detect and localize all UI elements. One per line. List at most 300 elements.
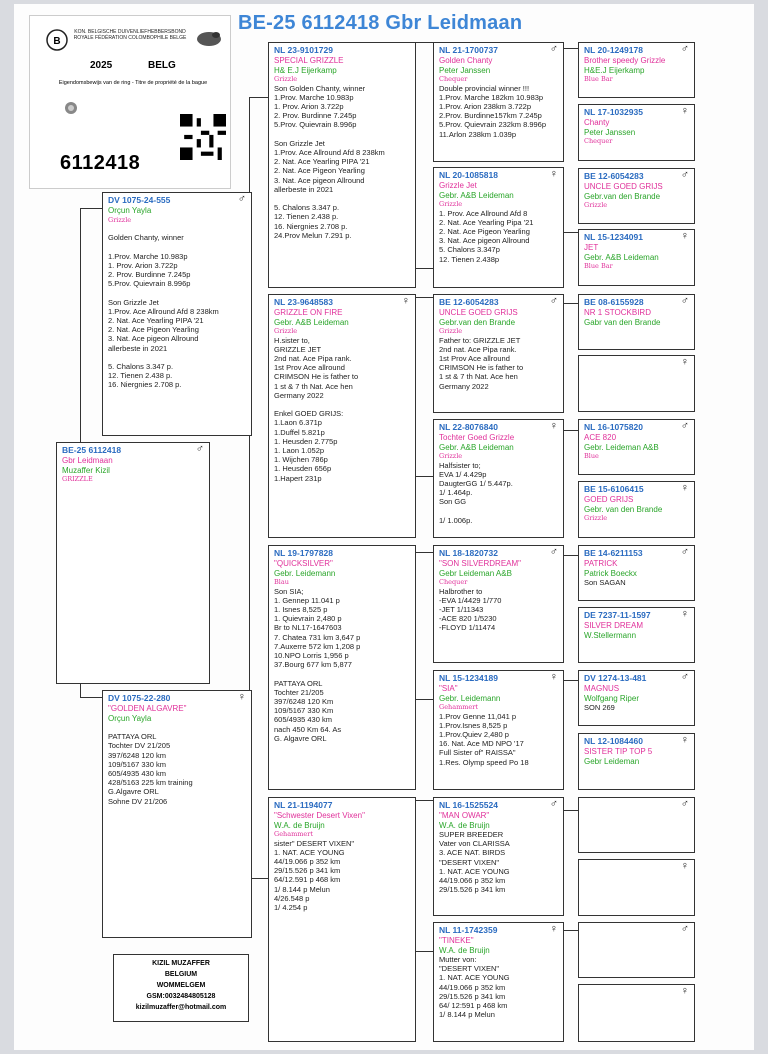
detail-line: Br to NL17-1647603 bbox=[274, 623, 342, 633]
detail-line: Halbrother to bbox=[439, 586, 483, 596]
sex-symbol: ♂ bbox=[237, 193, 246, 205]
owner-name: Patrick Boeckx bbox=[584, 568, 637, 578]
connector bbox=[415, 951, 433, 952]
detail-line: 12. Tienen 2.438p bbox=[439, 254, 500, 264]
detail-line: 1.Res. Olymp speed Po 18 bbox=[439, 757, 529, 767]
color-label: Blue Bar bbox=[584, 262, 613, 270]
detail-line bbox=[108, 723, 246, 732]
ring-number: NL 21-1700737 bbox=[439, 45, 498, 55]
card-header-2: ROYALE FÉDÉRATION COLOMBOPHILE BELGE bbox=[73, 35, 187, 41]
detail-line: 1. NAT. ACE YOUNG bbox=[274, 847, 345, 857]
owner-name: Gebr. Leidemann bbox=[274, 568, 336, 578]
pigeon-name: "Schwester Desert Vixen" bbox=[274, 811, 365, 820]
detail-line: 2. Nat. Ace Yearling PIPA '21 bbox=[108, 316, 204, 326]
detail-line: 1.Prov. Arion 238km 3.722p bbox=[439, 101, 531, 111]
sex-symbol: ♂ bbox=[549, 43, 558, 55]
great-grandparent-2-box[interactable] bbox=[578, 104, 695, 161]
pigeon-details bbox=[434, 56, 563, 139]
svg-text:B: B bbox=[53, 36, 61, 47]
belgium-logo-icon bbox=[44, 26, 70, 56]
detail-line: Son GG bbox=[439, 497, 467, 507]
connector bbox=[415, 699, 433, 700]
pigeon-name: Gbr Leidmaan bbox=[62, 456, 113, 465]
detail-line: 12. Tienen 2.438 p. bbox=[274, 212, 339, 222]
detail-line: Son SIA; bbox=[274, 586, 304, 596]
detail-line: "DESERT VIXEN" bbox=[439, 964, 500, 974]
detail-line: Double provincial winner !!! bbox=[439, 83, 530, 93]
pigeon-name: SISTER TIP TOP 5 bbox=[584, 747, 653, 756]
dam-box[interactable] bbox=[102, 690, 252, 938]
connector bbox=[564, 48, 578, 49]
detail-line: Germany 2022 bbox=[274, 390, 324, 400]
ring-number: NL 16-1525524 bbox=[439, 800, 498, 810]
great-grandparent-3-box[interactable] bbox=[578, 168, 695, 224]
owner-name: Gabr van den Brande bbox=[584, 317, 661, 327]
detail-line: 605/4935 430 km bbox=[274, 715, 332, 725]
pigeon-details bbox=[57, 456, 209, 484]
sire-sire-sire-box[interactable] bbox=[433, 42, 564, 162]
great-grandparent-11-box[interactable] bbox=[578, 670, 695, 726]
great-grandparent-14-box[interactable] bbox=[578, 859, 695, 916]
detail-line: 3. Nat. Ace pigeon Allround bbox=[439, 236, 530, 246]
detail-line: 2.Prov. Burdinne157km 7.245p bbox=[439, 111, 542, 121]
detail-line: 397/6248 120 km bbox=[108, 750, 166, 760]
great-grandparent-8-box[interactable] bbox=[578, 481, 695, 538]
dam-sire-sire-box[interactable] bbox=[433, 545, 564, 663]
detail-line: allerbeste in 2021 bbox=[108, 343, 168, 353]
great-grandparent-9-box[interactable] bbox=[578, 545, 695, 601]
detail-line: 1.Prov.Quiev 2,480 p bbox=[439, 729, 509, 739]
detail-line: 44/19.066 p 352 km bbox=[274, 856, 341, 866]
sire-dam-sire-box[interactable] bbox=[433, 294, 564, 413]
pigeon-details bbox=[434, 308, 563, 391]
detail-line: 44/19.066 p 352 km bbox=[439, 982, 506, 992]
dam-dam-sire-box[interactable] bbox=[433, 797, 564, 916]
owner-name: Gebr.van den Brande bbox=[584, 191, 661, 201]
detail-line bbox=[439, 507, 558, 516]
contact-phone: GSM:0032484805128 bbox=[146, 993, 216, 1000]
pigeon-details bbox=[269, 56, 415, 240]
pigeon-name: Golden Chanty bbox=[439, 56, 493, 65]
detail-line bbox=[274, 130, 410, 139]
detail-line: 1.Duffel 5.821p bbox=[274, 427, 325, 437]
sex-symbol: ♂ bbox=[549, 798, 558, 810]
detail-line: 1/ 8.144 p Melun bbox=[274, 884, 330, 894]
ring-number: BE 14-6211153 bbox=[584, 548, 643, 558]
great-grandparent-13-box[interactable] bbox=[578, 797, 695, 853]
detail-line: 16. Niergnies 2.708 p. bbox=[274, 221, 348, 231]
detail-line: 16. Nat. Ace MD NPO '17 bbox=[439, 739, 524, 749]
detail-line: 5.Prov. Quievrain 232km 8.996p bbox=[439, 120, 547, 130]
connector bbox=[564, 810, 578, 811]
owner-name: W.A. de Bruijn bbox=[439, 820, 490, 830]
ring-number: NL 23-9648583 bbox=[274, 297, 333, 307]
pigeon-name: JET bbox=[584, 243, 599, 252]
pigeon-details bbox=[579, 308, 694, 327]
detail-line: G.Algavre ORL bbox=[108, 787, 159, 797]
sex-symbol: ♂ bbox=[680, 923, 689, 935]
detail-line: 1/ 8.144 p Melun bbox=[439, 1010, 495, 1020]
great-grandparent-6-box[interactable] bbox=[578, 355, 695, 412]
pigeon-logo-icon bbox=[194, 28, 224, 50]
ring-number: NL 16-1075820 bbox=[584, 422, 643, 432]
pedigree-title: BE-25 6112418 Gbr Leidmaan bbox=[238, 12, 523, 34]
color-label: Blue bbox=[584, 452, 599, 460]
sex-symbol: ♀ bbox=[680, 105, 689, 117]
sex-symbol: ♀ bbox=[680, 482, 689, 494]
detail-line: -FLOYD 1/11474 bbox=[439, 623, 496, 633]
dam-sire-box[interactable] bbox=[268, 545, 416, 790]
detail-line: allerbeste in 2021 bbox=[274, 184, 334, 194]
color-label: Grizzle bbox=[439, 327, 463, 335]
card-country: BELG bbox=[148, 60, 176, 71]
ring-ownership-card bbox=[29, 15, 231, 189]
detail-line: 29/15.526 p 341 km bbox=[439, 885, 506, 895]
detail-line: 5.Prov. Quievrain 8.996p bbox=[274, 120, 357, 130]
detail-line: Father to: GRIZZLE JET bbox=[439, 335, 521, 345]
pigeon-details bbox=[434, 936, 563, 1019]
owner-name: Wolfgang Riper bbox=[584, 693, 639, 703]
pigeon-details bbox=[579, 56, 694, 84]
ring-number: DE 7237-11-1597 bbox=[584, 610, 651, 620]
ring-number: DV 1274-13-481 bbox=[584, 673, 647, 683]
detail-line: 1.Prov. Marche 10.983p bbox=[274, 92, 354, 102]
detail-line: 1.Hapert 231p bbox=[274, 473, 322, 483]
color-label: Grizzle bbox=[584, 201, 608, 209]
connector bbox=[415, 800, 433, 801]
pigeon-details bbox=[579, 621, 694, 640]
detail-line: 1.Prov. Ace Allround Afd 8 238km bbox=[108, 306, 219, 316]
connector bbox=[564, 232, 578, 233]
pigeon-name: UNCLE GOED GRIJS bbox=[439, 308, 518, 317]
great-grandparent-12-box[interactable] bbox=[578, 733, 695, 790]
ring-number: NL 18-1820732 bbox=[439, 548, 498, 558]
qr-code-icon bbox=[180, 114, 226, 160]
ring-number: BE 12-6054283 bbox=[439, 297, 499, 307]
detail-line: PATTAYA ORL bbox=[274, 678, 323, 688]
contact-city: WOMMELGEM bbox=[156, 982, 206, 989]
owner-name: Gebr. Leideman A&B bbox=[584, 442, 659, 452]
connector bbox=[415, 552, 433, 553]
detail-line: 1. NAT. ACE YOUNG bbox=[439, 973, 510, 983]
pigeon-details bbox=[579, 747, 694, 766]
ring-number: BE 12-6054283 bbox=[584, 171, 644, 181]
pigeon-name: "SIA" bbox=[439, 684, 458, 693]
detail-line: "DESERT VIXEN" bbox=[439, 857, 500, 867]
detail-line: Golden Chanty, winner bbox=[108, 233, 184, 243]
ring-number: DV 1075-24-555 bbox=[108, 195, 171, 205]
ring-number: DV 1075-22-280 bbox=[108, 693, 171, 703]
detail-line: Son SAGAN bbox=[584, 578, 626, 587]
detail-line bbox=[274, 400, 410, 409]
detail-line: 4/26.548 p bbox=[274, 893, 310, 903]
owner-name: Gebr.van den Brande bbox=[439, 317, 516, 327]
sex-symbol: ♂ bbox=[680, 671, 689, 683]
sire-dam-dam-box[interactable] bbox=[433, 419, 564, 538]
detail-line: 1. Laon 1.052p bbox=[274, 445, 325, 455]
pigeon-name: NR 1 STOCKBIRD bbox=[584, 308, 651, 317]
owner-name: W.A. de Bruijn bbox=[439, 945, 490, 955]
ring-number: NL 23-9101729 bbox=[274, 45, 333, 55]
dam-sire-dam-box[interactable] bbox=[433, 670, 564, 790]
hologram-icon bbox=[63, 100, 79, 116]
detail-line: 1.Prov.Isnes 8,525 p bbox=[439, 720, 508, 730]
detail-line: 1. Gennep 11.041 p bbox=[274, 595, 340, 605]
sire-dam-box[interactable] bbox=[268, 294, 416, 538]
sex-symbol: ♂ bbox=[549, 546, 558, 558]
owner-name: W.Stellermann bbox=[584, 630, 637, 640]
detail-line: 3. Nat. Ace pigeon Allround bbox=[274, 175, 365, 185]
detail-line: 5. Chalons 3.347 p. bbox=[108, 362, 174, 372]
great-grandparent-1-box[interactable] bbox=[578, 42, 695, 98]
color-label: Chequer bbox=[439, 75, 468, 83]
detail-line: Son Grizzle Jet bbox=[108, 297, 159, 307]
sire-sire-box[interactable] bbox=[268, 42, 416, 288]
detail-line: 1.Prov. Ace Allround Afd 8 238km bbox=[274, 147, 385, 157]
detail-line: 109/5167 330 km bbox=[108, 759, 166, 769]
detail-line: CRIMSON He is father to bbox=[274, 372, 359, 382]
detail-line bbox=[108, 224, 246, 233]
owner-name: Gebr Leideman bbox=[584, 756, 640, 766]
great-grandparent-4-box[interactable] bbox=[578, 229, 695, 286]
detail-line: 2. Prov. Burdinne 7.245p bbox=[108, 270, 191, 280]
great-grandparent-15-box[interactable] bbox=[578, 922, 695, 978]
pigeon-details bbox=[579, 495, 694, 523]
sire-sire-dam-box[interactable] bbox=[433, 167, 564, 288]
connector bbox=[415, 268, 433, 269]
ring-number: NL 19-1797828 bbox=[274, 548, 333, 558]
owner-name: Muzaffer Kizil bbox=[62, 465, 110, 475]
contact-country: BELGIUM bbox=[164, 971, 198, 978]
pigeon-name: GOED GRIJS bbox=[584, 495, 634, 504]
detail-line: 29/15.526 p 341 km bbox=[439, 991, 506, 1001]
detail-line: Tochter 21/205 bbox=[274, 687, 324, 697]
sex-symbol: ♀ bbox=[680, 734, 689, 746]
pigeon-details bbox=[579, 118, 694, 146]
card-property-text: Eigendomsbewijs van de ring - Titre de propriété de la bague bbox=[58, 80, 208, 86]
owner-name: Gebr. A&B Leideman bbox=[274, 317, 349, 327]
detail-line: 10.NPO Lorris 1,956 p bbox=[274, 650, 349, 660]
connector bbox=[415, 42, 433, 43]
detail-line: 3. ACE NAT. BIRDS bbox=[439, 848, 506, 858]
sex-symbol: ♂ bbox=[549, 295, 558, 307]
dam-dam-dam-box[interactable] bbox=[433, 922, 564, 1042]
detail-line: 1. Prov. Arion 3.722p bbox=[274, 101, 344, 111]
sex-symbol: ♂ bbox=[680, 169, 689, 181]
color-label: Blau bbox=[274, 578, 289, 586]
sex-symbol: ♂ bbox=[195, 443, 204, 455]
detail-line: DaugterGG 1/ 5.447p. bbox=[439, 478, 513, 488]
detail-line: PATTAYA ORL bbox=[108, 732, 157, 742]
sex-symbol: ♀ bbox=[549, 671, 558, 683]
ring-number: BE-25 6112418 bbox=[62, 445, 122, 455]
detail-line: 1. NAT. ACE YOUNG bbox=[439, 866, 510, 876]
detail-line: 1. Quievrain 2,480 p bbox=[274, 614, 342, 624]
detail-line: 1.Laon 6.371p bbox=[274, 418, 322, 428]
ring-number: NL 15-1234189 bbox=[439, 673, 498, 683]
pigeon-name: MAGNUS bbox=[584, 684, 620, 693]
sex-symbol: ♀ bbox=[549, 168, 558, 180]
detail-line: 44/19.066 p 352 km bbox=[439, 876, 506, 886]
sire-box[interactable] bbox=[102, 192, 252, 436]
ring-number: NL 22-8076840 bbox=[439, 422, 498, 432]
owner-name: Gebr. A&B Leideman bbox=[439, 190, 514, 200]
sex-symbol: ♂ bbox=[680, 420, 689, 432]
pigeon-details bbox=[579, 182, 694, 210]
pigeon-name: SPECIAL GRIZZLE bbox=[274, 56, 344, 65]
connector bbox=[415, 297, 433, 298]
detail-line: 24.Prov Melun 7.291 p. bbox=[274, 230, 352, 240]
detail-line: 5.Prov. Quievrain 8.996p bbox=[108, 279, 191, 289]
detail-line bbox=[274, 194, 410, 203]
pigeon-details bbox=[434, 811, 563, 894]
connector bbox=[564, 430, 578, 431]
detail-line: -EVA 1/4429 1/770 bbox=[439, 595, 502, 605]
detail-line: 1.Prov. Marche 182km 10.983p bbox=[439, 92, 544, 102]
detail-line: 1. Prov. Ace Allround Afd 8 bbox=[439, 208, 528, 218]
color-label: Grizzle bbox=[274, 327, 298, 335]
detail-line: 2. Nat. Ace Pigeon Yearling bbox=[108, 325, 199, 335]
owner-name: W.A. de Bruijn bbox=[274, 820, 325, 830]
pigeon-details bbox=[579, 559, 694, 587]
sex-symbol: ♀ bbox=[401, 295, 410, 307]
detail-line bbox=[108, 242, 246, 251]
sex-symbol: ♂ bbox=[680, 43, 689, 55]
sex-symbol: ♀ bbox=[680, 985, 689, 997]
card-header-1: KON. BELGISCHE DUIVENLIEFHEBBERSBOND bbox=[74, 29, 186, 35]
owner-name: H& E.J Eijerkamp bbox=[274, 65, 337, 75]
connector bbox=[564, 930, 578, 931]
detail-line: 64/ 12:591 p 468 km bbox=[439, 1001, 508, 1011]
owner-name: Orçun Yayla bbox=[108, 713, 152, 723]
color-label: Blue Bar bbox=[584, 75, 613, 83]
owner-name: Gebr. van den Brande bbox=[584, 504, 663, 514]
detail-line: 605/4935 430 km bbox=[108, 769, 166, 779]
great-grandparent-10-box[interactable] bbox=[578, 607, 695, 663]
pigeon-name: SILVER DREAM bbox=[584, 621, 643, 630]
detail-line: 1. Isnes 8,525 p bbox=[274, 604, 328, 614]
connector bbox=[415, 476, 433, 477]
ring-number: NL 15-1234091 bbox=[584, 232, 643, 242]
detail-line: 2nd nat. Ace Pipa rank. bbox=[274, 353, 352, 363]
contact-name: KIZIL MUZAFFER bbox=[152, 960, 210, 967]
breeder-contact-box bbox=[113, 954, 249, 1022]
detail-line: Halfsister to; bbox=[439, 460, 481, 470]
detail-line: 2nd nat. Ace Pipa rank. bbox=[439, 344, 517, 354]
color-label: Grizzle bbox=[439, 452, 463, 460]
pigeon-details bbox=[579, 433, 694, 461]
detail-line: 1st Prov Ace allround bbox=[439, 353, 510, 363]
ring-number: NL 11-1742359 bbox=[439, 925, 498, 935]
color-label: Grizzle bbox=[274, 75, 298, 83]
detail-line: 16. Niergnies 2.708 p. bbox=[108, 380, 182, 390]
detail-line: 1.Prov. Marche 10.983p bbox=[108, 251, 188, 261]
color-label: GRIZZLE bbox=[62, 475, 93, 483]
owner-name: Peter Janssen bbox=[439, 65, 491, 75]
sex-symbol: ♀ bbox=[680, 230, 689, 242]
contact-email: kizilmuzaffer@hotmail.com bbox=[135, 1004, 227, 1011]
pigeon-details bbox=[579, 684, 694, 712]
detail-line: 7. Chatea 731 km 3,647 p bbox=[274, 632, 361, 642]
detail-line: CRIMSON He is father to bbox=[439, 363, 524, 373]
owner-name: Peter Janssen bbox=[584, 127, 636, 137]
pigeon-details bbox=[269, 559, 415, 743]
color-label: Grizzle bbox=[584, 514, 608, 522]
detail-line: 1. Heusden 2.775p bbox=[274, 436, 338, 446]
detail-line: 1/ 4.254 p bbox=[274, 902, 308, 912]
sex-symbol: ♀ bbox=[549, 923, 558, 935]
pigeon-name: Brother speedy Grizzle bbox=[584, 56, 666, 65]
detail-line: 1/ 1.006p. bbox=[439, 515, 473, 525]
owner-name: Gebr. Leidemann bbox=[439, 693, 501, 703]
card-year: 2025 bbox=[90, 60, 113, 71]
pigeon-name: GRIZZLE ON FIRE bbox=[274, 308, 343, 317]
card-ring-number: 6112418 bbox=[60, 152, 141, 174]
connector bbox=[249, 97, 268, 98]
detail-line: 109/5167 330 Km bbox=[274, 706, 334, 716]
detail-line: -JET 1/11343 bbox=[439, 604, 484, 614]
great-grandparent-16-box[interactable] bbox=[578, 984, 695, 1042]
detail-line: 3. Nat. Ace pigeon Allround bbox=[108, 334, 199, 344]
ring-number: NL 20-1085818 bbox=[439, 170, 498, 180]
detail-line: 2. Nat. Ace Pigeon Yearling bbox=[439, 226, 530, 236]
detail-line: 1. Heusden 656p bbox=[274, 464, 332, 474]
pigeon-name: Tochter Goed Grizzle bbox=[439, 433, 515, 442]
color-label: Grizzle bbox=[108, 215, 132, 224]
detail-line: SUPER BREEDER bbox=[439, 830, 504, 839]
pigeon-name: "QUICKSILVER" bbox=[274, 559, 333, 568]
detail-line: 1. Wijchen 786p bbox=[274, 455, 328, 465]
dam-dam-box[interactable] bbox=[268, 797, 416, 1042]
color-label: Gehammert bbox=[439, 703, 478, 711]
detail-line: GRIZZLE JET bbox=[274, 344, 322, 354]
detail-line: sister" DESERT VIXEN" bbox=[274, 838, 355, 848]
detail-line: 2. Nat. Ace Yearling Pipa '21 bbox=[439, 217, 534, 227]
pigeon-name: PATRICK bbox=[584, 559, 618, 568]
connector bbox=[80, 208, 102, 209]
detail-line bbox=[108, 353, 246, 362]
detail-line: EVA 1/ 4.429p bbox=[439, 469, 487, 479]
detail-line: 5. Chalons 3.347 p. bbox=[274, 203, 340, 213]
great-grandparent-5-box[interactable] bbox=[578, 294, 695, 350]
detail-line: 7.Auxerre 572 km 1,208 p bbox=[274, 641, 361, 651]
subject-pigeon-box[interactable] bbox=[56, 442, 210, 684]
detail-line: 2. Nat. Ace Pigeon Yearling bbox=[274, 166, 365, 176]
pigeon-name: ACE 820 bbox=[584, 433, 617, 442]
pigeon-name: "SON SILVERDREAM" bbox=[439, 559, 521, 568]
detail-line: 37.Bourg 677 km 5,877 bbox=[274, 660, 352, 670]
color-label: Gehammert bbox=[274, 830, 313, 838]
sex-symbol: ♀ bbox=[680, 356, 689, 368]
great-grandparent-7-box[interactable] bbox=[578, 419, 695, 475]
ring-number: BE 15-6106415 bbox=[584, 484, 644, 494]
sex-symbol: ♀ bbox=[680, 608, 689, 620]
detail-line: 2. Nat. Ace Yearling PIPA '21 bbox=[274, 157, 370, 167]
connector bbox=[564, 555, 578, 556]
ring-number: NL 12-1084460 bbox=[584, 736, 643, 746]
sex-symbol: ♀ bbox=[237, 691, 246, 703]
detail-line: 1st Prov Ace allround bbox=[274, 363, 345, 373]
pigeon-details bbox=[434, 433, 563, 525]
detail-line: -ACE 820 1/5230 bbox=[439, 614, 497, 624]
detail-line: 5. Chalons 3.347p bbox=[439, 245, 500, 255]
color-label: Chequer bbox=[584, 137, 613, 145]
detail-line: Germany 2022 bbox=[439, 381, 489, 391]
detail-line: Mutter von: bbox=[439, 955, 477, 964]
detail-line: Vater von CLARISSA bbox=[439, 839, 510, 849]
sex-symbol: ♀ bbox=[549, 420, 558, 432]
pigeon-details bbox=[103, 704, 251, 806]
